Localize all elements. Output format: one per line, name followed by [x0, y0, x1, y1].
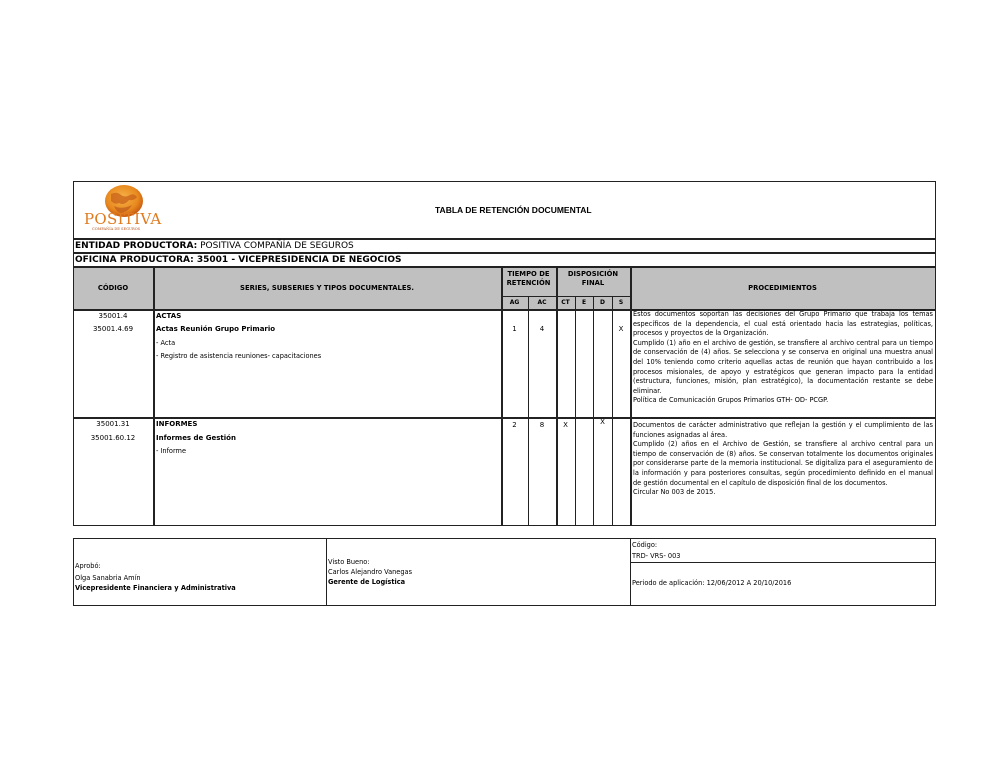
col-header-ag: AG	[509, 299, 520, 306]
serie-code: 35001.4	[98, 312, 128, 320]
col-header-ac: AC	[537, 299, 547, 306]
divider	[593, 296, 594, 526]
visto-name: Carlos Alejandro Vanegas	[328, 568, 413, 576]
procedimiento-paragraph: Política de Comunicación Grupos Primarios GTH- OD- PCGP.	[633, 396, 829, 405]
divider	[73, 266, 936, 268]
ac-value: 8	[539, 421, 545, 429]
procedimiento-paragraph: Circular No 003 de 2015.	[633, 488, 716, 497]
col-header-e: E	[581, 299, 587, 306]
serie-name: ACTAS	[156, 312, 182, 320]
col-header-tiempo-line1: TIEMPO DE	[507, 270, 550, 278]
codigo-label: Código:	[632, 541, 658, 549]
visto-role: Gerente de Logística	[328, 578, 406, 586]
ct-mark: X	[563, 421, 568, 429]
entidad-label: ENTIDAD PRODUCTORA:	[75, 241, 198, 251]
aprobo-name: Olga Sanabria Amín	[75, 574, 141, 582]
approval-footer	[73, 538, 936, 606]
ac-value: 4	[539, 325, 545, 333]
divider	[73, 417, 936, 419]
document-title: TABLA DE RETENCIÓN DOCUMENTAL	[435, 205, 592, 215]
aprobo-label: Aprobó:	[75, 562, 101, 570]
procedimientos-text	[633, 421, 933, 498]
col-header-series: SERIES, SUBSERIES Y TIPOS DOCUMENTALES.	[240, 284, 414, 292]
procedimiento-paragraph: Cumplido (1) año en el archivo de gestión, se transfiere al archivo central para un tiempo de conservación de (4) años. Se selecciona y se conserva en original una muestra anual del 10% teniendo como criterio aquellas actas de reunión que hayan contribuido a los procesos misionales, de apoyo y estratégicos que generan impacto para la entidad (estructura, funciones, misión, plan estratégico), la documentación restante se debe eliminar.	[633, 338, 933, 395]
subserie-name: Informes de Gestión	[156, 434, 236, 442]
col-header-disposicion-line2: FINAL	[581, 279, 605, 287]
s-mark: X	[618, 325, 624, 333]
codigo-value: TRD- VRS- 003	[632, 552, 681, 560]
divider	[326, 538, 327, 606]
ag-value: 1	[512, 325, 517, 333]
col-header-d: D	[600, 299, 605, 306]
logo-wordmark: POSITIVA	[84, 210, 162, 228]
visto-label: Visto Bueno:	[328, 558, 370, 566]
procedimientos-text	[633, 310, 933, 406]
positiva-logo	[80, 184, 170, 236]
divider	[630, 538, 631, 606]
divider	[630, 266, 632, 526]
serie-code: 35001.31	[96, 420, 130, 428]
logo-tagline: COMPAÑÍA DE SEGUROS	[92, 227, 141, 231]
aprobo-role: Vicepresidente Financiera y Administrativa	[75, 584, 236, 592]
col-header-codigo: CÓDIGO	[97, 284, 129, 292]
d-mark: X	[600, 418, 605, 426]
ag-value: 2	[512, 421, 517, 429]
entidad-productora	[75, 240, 354, 252]
procedimiento-paragraph: Cumplido (2) años en el Archivo de Gestión, se transfiere al archivo central para un tiempo de conservación de (8) años. Se conservan totalmente los documentos originales por considerarse parte de la memoria institucional. Se digitaliza para el aseguramiento de la información y para posteriores consultas, según procedimiento definido en el manual de gestión documental en el capítulo de disposición final de los documentos.	[633, 440, 933, 487]
tipo-documental: - Registro de asistencia reuniones- capacitaciones	[156, 352, 322, 360]
procedimiento-paragraph: Documentos de carácter administrativo que reflejan la gestión y el cumplimiento de las funciones asignadas al área.	[633, 421, 933, 439]
divider	[575, 296, 576, 526]
tipo-documental: - Acta	[156, 339, 176, 347]
col-header-ct: CT	[561, 299, 570, 306]
subserie-code: 35001.4.69	[92, 325, 134, 333]
col-header-disposicion-line1: DISPOSICIÓN	[567, 270, 619, 278]
col-header-procedimientos: PROCEDIMIENTOS	[748, 284, 817, 292]
subserie-code: 35001.60.12	[90, 434, 136, 442]
entidad-value: POSITIVA COMPAÑÍA DE SEGUROS	[200, 241, 354, 251]
procedimiento-paragraph: Estos documentos soportan las decisiones del Grupo Primario que trabaja los temas específicos de la dependencia, el cual está orientado hacia las estrategias, políticas, procesos y proyectos de la Organización.	[633, 310, 933, 338]
divider	[501, 296, 630, 297]
divider	[630, 562, 936, 563]
col-header-tiempo-line2: RETENCIÓN	[506, 279, 551, 287]
subserie-name: Actas Reunión Grupo Primario	[156, 325, 276, 333]
periodo-aplicacion: Periodo de aplicación: 12/06/2012 A 20/10/2016	[632, 579, 792, 587]
divider	[153, 266, 155, 526]
col-header-s: S	[618, 299, 624, 306]
serie-name: INFORMES	[156, 420, 198, 428]
tipo-documental: - Informe	[156, 447, 187, 455]
oficina-productora: OFICINA PRODUCTORA: 35001 - VICEPRESIDENCIA DE NEGOCIOS	[75, 255, 402, 265]
